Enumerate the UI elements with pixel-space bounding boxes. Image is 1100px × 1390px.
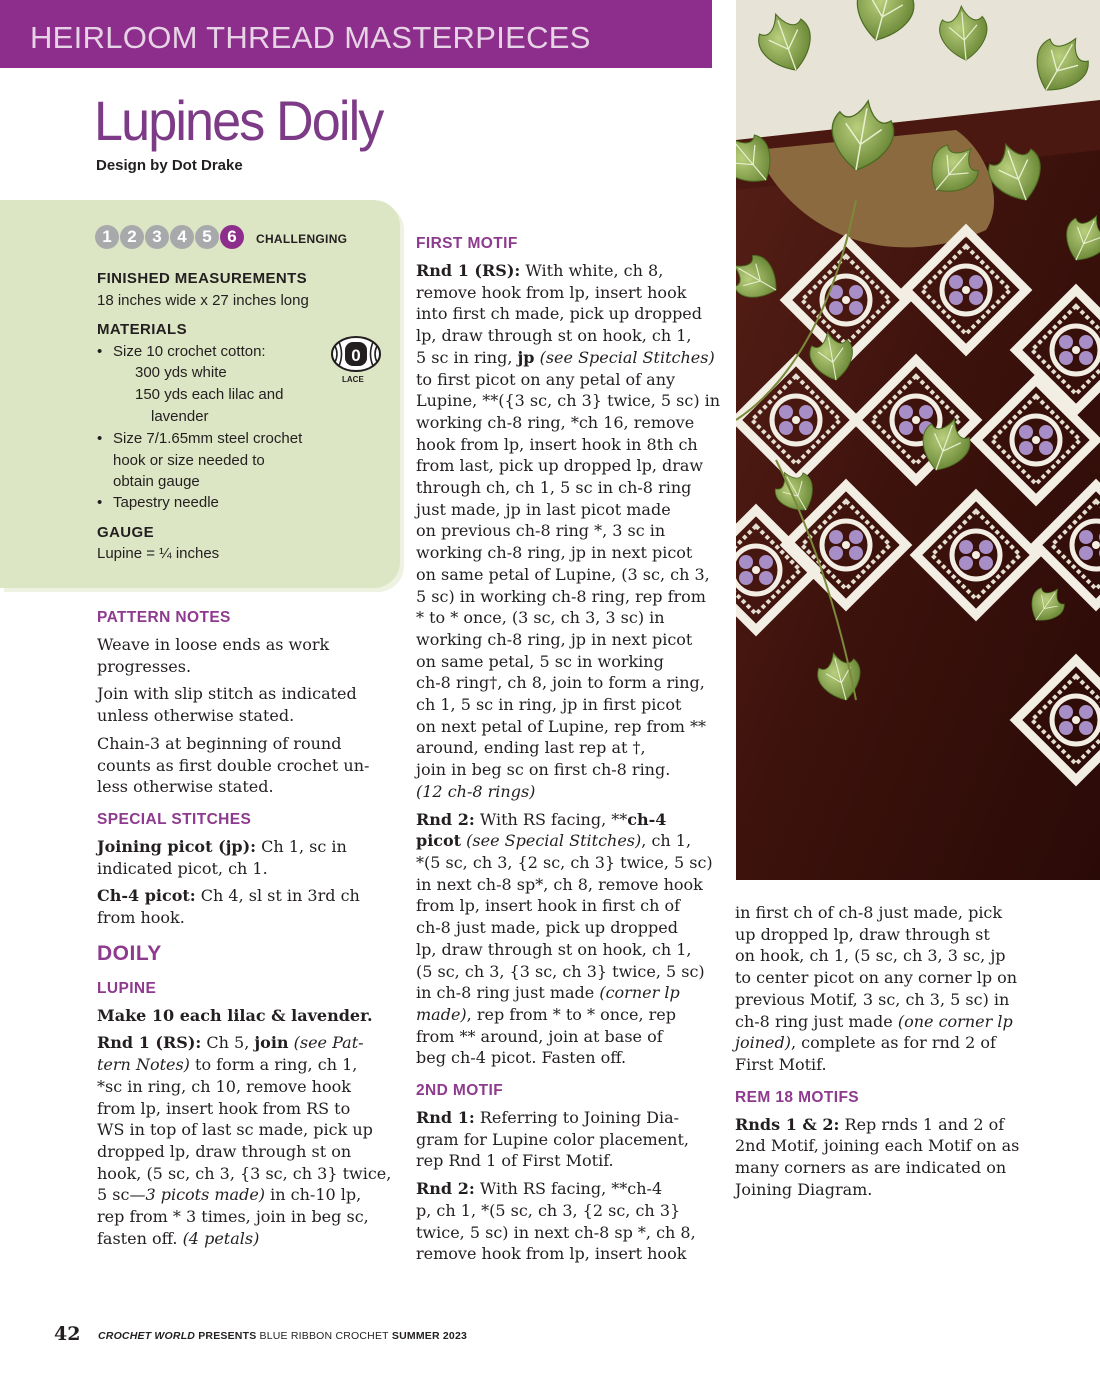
second-motif-rnd2-line: p, ch 1, *(5 sc, ch 3, {2 sc, ch 3} [416,1200,681,1220]
banner-text: HEIRLOOM THREAD MASTERPIECES [30,20,591,55]
second-motif-cont-line: on hook, ch 1, (5 sc, ch 3, 3 sc, jp [735,946,1006,966]
skill-level-5: 5 [195,225,219,249]
first-motif-rnd2-lead: Rnd 2: [416,809,475,829]
first-motif-rnd2-line: from ** around, join at base of [416,1026,663,1046]
second-motif-rnd1-line: gram for Lupine color placement, [416,1129,689,1149]
finished-measurements-text: 18 inches wide x 27 inches long [97,292,309,309]
note-3-line2: counts as first double crochet un- [97,755,370,775]
materials-heading: MATERIALS [97,321,187,338]
first-motif-rnd1-line: * to * once, (3 sc, ch 3, 3 sc) in [416,608,665,628]
second-motif-heading: 2ND MOTIF [416,1082,504,1100]
first-motif-rnd2-line: (5 sc, ch 3, {3 sc, ch 3} twice, 5 sc) [416,961,705,981]
bullet-icon: • [97,430,103,447]
special-stitches-heading: SPECIAL STITCHES [97,810,252,828]
text-run: (one corner lp [897,1011,1013,1031]
page-number: 42 [54,1323,81,1345]
skill-level-3: 3 [145,225,169,249]
doily-photo [736,0,1100,880]
rem-motifs-line: many corners as are indicated on [735,1158,1007,1178]
text-run: join [254,1033,289,1053]
lupine-rnd1-line: hook, (5 sc, ch 3, {3 sc, ch 3} twice, [97,1163,392,1183]
bullet-icon: • [97,343,103,360]
second-motif-rnd2-line: remove hook from lp, insert hook [416,1244,687,1264]
skill-level-4: 4 [170,225,194,249]
first-motif-rnd1-line: join in beg sc on first ch-8 ring. [416,760,671,780]
text-run: 5 sc— [97,1185,146,1205]
rem-motifs-heading: REM 18 MOTIFS [735,1088,860,1106]
lupine-make [97,1005,389,1027]
second-motif-cont-line: in first ch of ch-8 just made, pick [735,903,1003,922]
text-run: 3 picots made) [145,1185,266,1205]
stitch-ch4-line1 [97,885,389,907]
spacer [416,1069,720,1081]
text-run: With RS facing, **ch-4 [474,1179,663,1199]
text-run: (see Special Stitches) [534,347,715,367]
first-motif-rnd2-line: from lp, insert hook in first ch of [416,896,681,916]
second-motif-cont-line [735,1032,1039,1054]
first-motif-rnd2-line: *(5 sc, ch 3, {2 sc, ch 3} twice, 5 sc) [416,852,713,872]
material-needle: Tapestry needle [113,494,219,511]
text-run: jp [517,347,535,367]
page-title: Lupines Doily [94,89,383,152]
finished-measurements-heading: FINISHED MEASUREMENTS [97,270,308,287]
lupine-rnd1-line: rep from * 3 times, join in beg sc, [97,1207,369,1227]
stitch-ch4-text: Ch 4, sl st in 3rd ch [195,886,360,906]
skill-level-2: 2 [120,225,144,249]
column-left [97,608,392,1249]
footer-magazine: CROCHET WORLD [98,1330,196,1342]
first-motif-rnd1-lead: Rnd 1 (RS): [416,261,521,280]
second-motif-cont-line: First Motif. [735,1054,827,1074]
second-motif-cont-line [735,1011,1039,1033]
first-motif-rnd1-line: 5 sc) in working ch-8 ring, rep from [416,586,706,606]
first-motif-rnd1-line [416,260,720,282]
yarn-weight-label: LACE [342,375,364,384]
designer-credit: Design by Dot Drake [96,157,243,174]
text-run: (4 petals) [182,1228,260,1248]
text-run: ch-4 [627,809,667,829]
stitch-jp-term: Joining picot (jp): [97,836,257,856]
lupine-rnd1-line: WS in top of last sc made, pick up [97,1120,373,1140]
first-motif-rnd2-line [416,1004,720,1026]
stitch-ch4-line2: from hook. [97,908,185,928]
first-motif-rnd2-line: lp, draw through st on hook, ch 1, [416,939,692,959]
second-motif-rnd1-line: rep Rnd 1 of First Motif. [416,1151,614,1171]
text-run: made) [416,1004,467,1024]
yarn-weight-number: 0 [351,346,361,365]
first-motif-rnd1-line: into first ch made, pick up dropped [416,304,703,324]
second-motif-rnd2-line: twice, 5 sc) in next ch-8 sp *, ch 8, [416,1222,696,1242]
stitch-ch4-term: Ch-4 picot: [97,886,196,906]
text-run: With white, ch 8, [520,261,664,280]
text-run: joined) [735,1033,791,1053]
first-motif-rnd1-line: from last, pick up dropped lp, draw [416,456,704,476]
first-motif-rnd2-line [416,982,720,1004]
text-run: ch-8 ring just made [735,1011,898,1031]
first-motif-rnd2-line: beg ch-4 picot. Fasten off. [416,1048,627,1068]
text-run: With RS facing, ** [474,809,628,829]
second-motif-rnd1-lead: Rnd 1: [416,1108,475,1128]
spacer [97,929,389,941]
first-motif-rnd1-line: on same petal, 5 sc in working [416,651,664,671]
text-run: Rep rnds 1 and 2 of [839,1114,1005,1134]
second-motif-cont-line: up dropped lp, draw through st [735,924,990,944]
lupine-rnd1-line1 [97,1032,389,1054]
lupine-rnd1-line2 [97,1054,389,1076]
footer-issue: SUMMER 2023 [388,1330,468,1342]
footer-credit [98,1330,467,1342]
pattern-notes-heading: PATTERN NOTES [97,609,231,626]
spacer [97,967,389,979]
first-motif-rnd1-line: working ch-8 ring, jp in next picot [416,629,693,649]
first-motif-rnd1-end [416,781,720,803]
first-motif-rnd1-line: on previous ch-8 ring *, 3 sc in [416,521,666,541]
gauge-text: Lupine = ¼ inches [97,545,220,562]
note-3-line3: less otherwise stated. [97,777,274,797]
doily-photo-illustration [736,0,1100,880]
first-motif-rnd2-line [416,809,720,831]
footer-title: BLUE RIBBON CROCHET [259,1330,389,1342]
text-run: tern Notes) [97,1055,190,1075]
footer-presents: PRESENTS [195,1330,260,1342]
note-3-line1: Chain-3 at beginning of round [97,733,342,753]
header-banner [0,0,712,68]
first-motif-rnd1-line: remove hook from lp, insert hook [416,282,687,302]
rem-motifs-line: 2nd Motif, joining each Motif on as [735,1136,1020,1156]
text-run: (see Pat- [288,1033,364,1053]
doily-heading: DOILY [97,941,162,965]
text-run: (12 ch-8 rings) [416,781,536,801]
material-hook: Size 7/1.65mm steel crochet [113,430,303,447]
first-motif-rnd2-line: ch-8 just made, pick up dropped [416,918,678,938]
text-run: picot [416,831,462,851]
note-2-line2: unless otherwise stated. [97,706,295,726]
text-run: , ch 1, [641,831,692,851]
stitch-jp-line2: indicated picot, ch 1. [97,858,268,878]
first-motif-rnd2-line: in next ch-8 sp*, ch 8, remove hook [416,874,703,894]
first-motif-rnd1-line: hook from lp, insert hook in 8th ch [416,434,698,454]
first-motif-rnd1-line: ch 1, 5 sc in ring, jp in first picot [416,695,682,715]
first-motif-rnd1-line: just made, jp in last picot made [416,499,671,519]
column-middle [416,234,720,1265]
material-hook-line2: hook or size needed to [113,452,265,469]
note-1-line2: progresses. [97,656,192,676]
first-motif-rnd1-line: lp, draw through st on hook, ch 1, [416,326,692,346]
first-motif-rnd1-line: through ch, ch 1, 5 sc in ch-8 ring [416,478,692,498]
lupine-rnd1-line [97,1228,389,1250]
lupine-rnd1-line [97,1184,389,1206]
text-run: , complete as for rnd 2 of [790,1033,996,1053]
spacer [97,798,389,810]
first-motif-rnd1-line: to first picot on any petal of any [416,369,676,389]
bullet-icon: • [97,494,103,511]
second-motif-rnd2-line [416,1178,720,1200]
text-run: , rep from * to * once, rep [466,1004,676,1024]
first-motif-rnd1-line: working ch-8 ring, *ch 16, remove [416,412,695,432]
material-cotton-white: 300 yds white [135,364,227,381]
first-motif-rnd2-line [416,830,720,852]
first-motif-rnd1-line: Lupine, **({3 sc, ch 3} twice, 5 sc) in [416,391,721,411]
first-motif-rnd1-line: working ch-8 ring, jp in next picot [416,543,693,563]
stitch-jp-text: Ch 1, sc in [256,836,347,856]
first-motif-heading: FIRST MOTIF [416,235,518,252]
material-cotton-lilac: 150 yds each lilac and [135,386,284,403]
material-cotton-lavender: lavender [151,408,209,425]
skill-label: CHALLENGING [256,232,348,246]
lupine-rnd1-line: *sc in ring, ch 10, remove hook [97,1076,351,1096]
note-1-line1: Weave in loose ends as work [97,635,330,654]
gauge-heading: GAUGE [97,524,155,541]
skill-level-1: 1 [95,225,119,249]
text-run: in ch-10 lp, [265,1185,362,1205]
text-run: in ch-8 ring just made [416,983,600,1003]
text-run: fasten off. [97,1228,183,1248]
first-motif-rnd1-line [416,347,720,369]
first-motif-rnd1-line: around, ending last rep at †, [416,738,646,758]
material-cotton: Size 10 crochet cotton: [113,343,266,360]
second-motif-rnd2-lead: Rnd 2: [416,1179,475,1199]
skill-level-6-active: 6 [220,225,244,249]
second-motif-cont-line: previous Motif, 3 sc, ch 3, 5 sc) in [735,989,1010,1009]
lupine-make-text: Make 10 each lilac & lavender. [97,1005,373,1025]
spacer [735,1076,1039,1088]
text-run: (corner lp [599,983,680,1003]
column-right [735,902,1039,1200]
material-hook-line3: obtain gauge [113,473,200,490]
rem-motifs-lead: Rnds 1 & 2: [735,1114,840,1134]
text-run: 5 sc in ring, [416,347,518,367]
lupine-rnd1-line: from lp, insert hook from RS to [97,1098,351,1118]
text-run: Referring to Joining Dia- [474,1108,680,1128]
lupine-heading: LUPINE [97,979,157,997]
text-run: Ch 5, [201,1033,255,1053]
text-run: (see Special Stitches) [461,831,642,851]
lupine-rnd1-lead: Rnd 1 (RS): [97,1033,202,1053]
first-motif-rnd1-line: on next petal of Lupine, rep from ** [416,716,706,736]
text-run: to form a ring, ch 1, [189,1055,358,1075]
stitch-jp-line1 [97,836,389,858]
lupine-rnd1-line: dropped lp, draw through st on [97,1141,352,1161]
skill-level-indicator [95,225,244,249]
note-2-line1: Join with slip stitch as indicated [97,684,357,704]
rem-motifs-line: Joining Diagram. [735,1179,873,1199]
first-motif-rnd1-line: on same petal of Lupine, (3 sc, ch 3, [416,564,710,584]
second-motif-cont-line: to center picot on any corner lp on [735,968,1018,988]
rem-motifs-line [735,1114,1039,1136]
first-motif-rnd1-line: ch-8 ring†, ch 8, join to form a ring, [416,673,705,693]
second-motif-rnd1-line [416,1107,720,1129]
